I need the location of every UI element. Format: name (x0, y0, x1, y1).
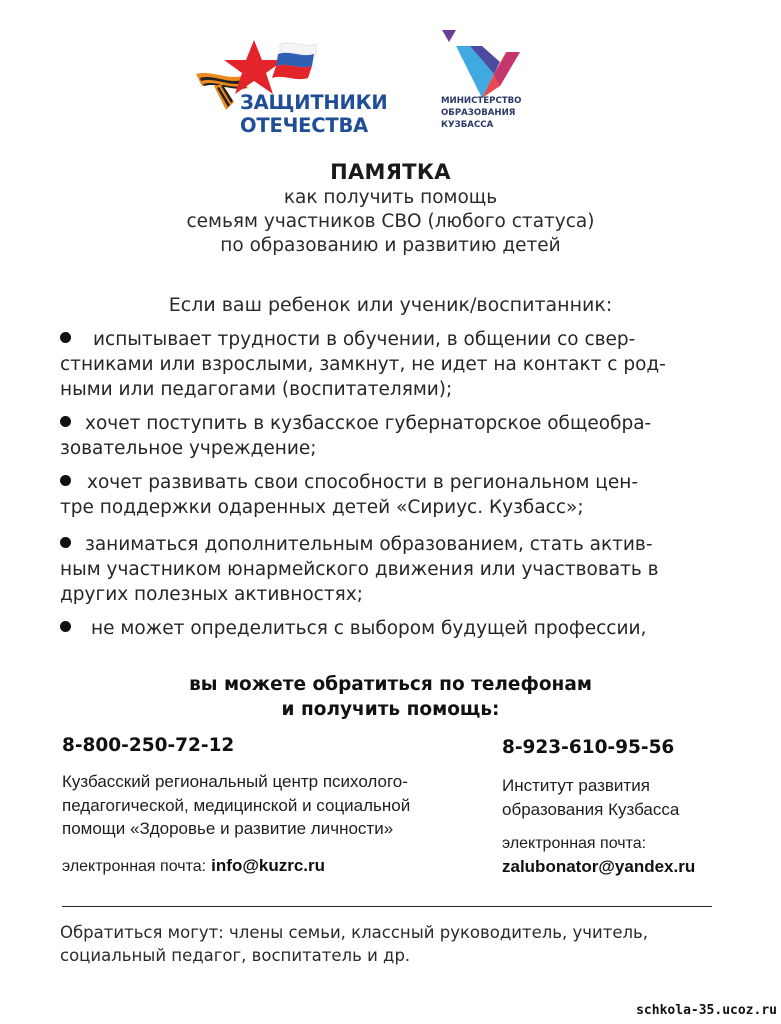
footer-line: Обратиться могут: члены семьи, классный руководитель, учитель, (60, 923, 649, 942)
bullet-line: ным участником юнармейского движения или участвовать в (60, 559, 659, 580)
bullet-dot-icon (60, 475, 71, 486)
email-link-2[interactable]: zalubonator@yandex.ru (502, 857, 696, 876)
bullet-line: других полезных активностях; (60, 584, 363, 605)
bullet-dot-icon (60, 537, 71, 548)
bullet-line: хочет поступить в кузбасское губернаторское общеобра- (85, 413, 652, 434)
bullet-dot-icon (60, 621, 71, 632)
watermark: schkola-35.ucoz.ru (636, 1003, 777, 1018)
footer-note (60, 921, 720, 967)
org-line: Институт развития (502, 776, 650, 795)
bullet-line: ными или педагогами (воспитателями); (60, 379, 453, 400)
phone-number-1[interactable]: 8-800-250-72-12 (62, 735, 235, 756)
bullet-line: хочет развивать свои способности в региональном цен- (87, 472, 639, 493)
organization-2 (502, 774, 679, 821)
email-link-1[interactable]: info@kuzrc.ru (211, 856, 326, 875)
call-heading-line1: вы можете обратиться по телефонам (189, 674, 592, 695)
page-title: ПАМЯТКА (330, 160, 451, 184)
organization-1 (62, 770, 410, 841)
bullet-line: не может определиться с выбором будущей профессии, (91, 618, 647, 639)
email-label: электронная почта: (62, 858, 207, 875)
bullet-item (60, 616, 720, 641)
org-line: помощи «Здоровье и развитие личности» (62, 819, 394, 838)
phone-number-2[interactable]: 8-923-610-95-56 (502, 737, 675, 758)
bullet-item (60, 470, 720, 520)
org-line: образования Кузбасса (502, 799, 680, 819)
bullet-dot-icon (60, 416, 71, 427)
subtitle-line-3: по образованию и развитию детей (220, 235, 561, 256)
email-label: электронная почта: (502, 835, 647, 852)
call-heading (0, 672, 781, 722)
ministry-logo-line1: МИНИСТЕРСТВО (441, 96, 522, 106)
bullet-line: тре поддержки одаренных детей «Сириус. Кузбасс»; (60, 497, 584, 518)
defenders-logo-line2: ОТЕЧЕСТВА (240, 114, 369, 137)
org-line: Кузбасский региональный центр психолого- (62, 772, 408, 791)
ministry-logo-line3: КУЗБАССА (441, 120, 494, 130)
org-line: педагогической, медицинской и социальной (62, 795, 411, 815)
footer-line: социальный педагог, воспитатель и др. (60, 946, 411, 965)
divider (62, 906, 712, 907)
email-row-1 (62, 856, 325, 876)
bullet-line: стниками или взрослыми, замкнут, не идет на контакт с род- (60, 354, 666, 375)
bullet-line: зовательное учреждение; (60, 438, 317, 459)
subtitle-line-2: семьям участников СВО (любого статуса) (186, 211, 595, 232)
defenders-logo-line1: ЗАЩИТНИКИ (240, 91, 388, 114)
bullet-item (60, 327, 720, 402)
intro-text: Если ваш ребенок или ученик/воспитанник: (168, 294, 613, 316)
subtitle-line-1: как получить помощь (283, 187, 498, 208)
bullet-line: заниматься дополнительным образованием, стать актив- (85, 534, 653, 555)
ministry-logo-line2: ОБРАЗОВАНИЯ (441, 108, 516, 118)
bullet-item (60, 411, 720, 461)
bullet-item (60, 532, 720, 607)
bullet-line: испытывает трудности в обучении, в общении со свер- (93, 329, 636, 350)
email-label-2 (502, 833, 646, 853)
call-heading-line2: и получить помощь: (281, 699, 500, 720)
bullet-dot-icon (60, 332, 71, 343)
